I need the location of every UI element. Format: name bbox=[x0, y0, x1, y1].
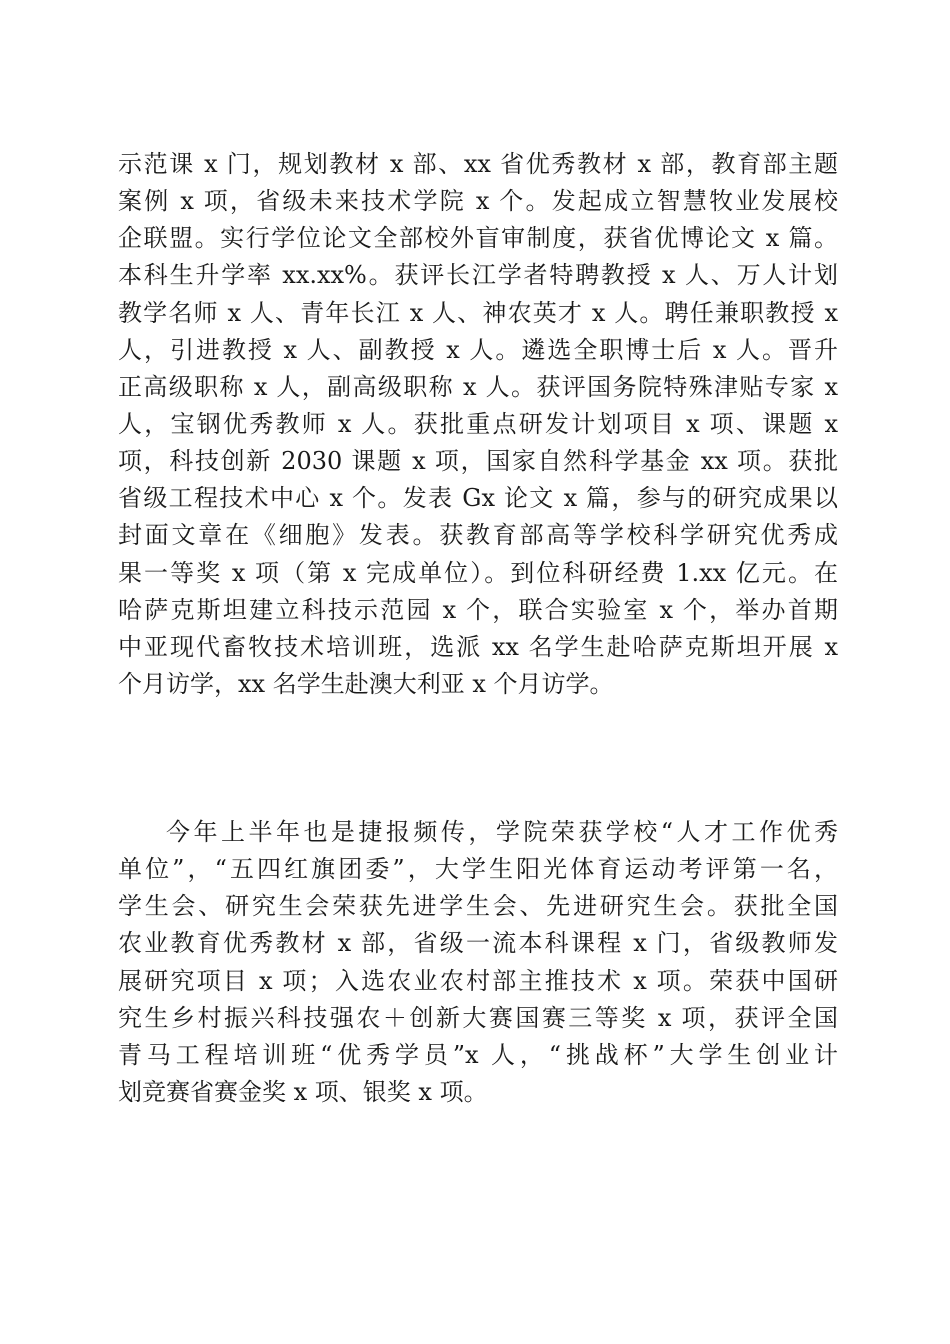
text-line: 今年上半年也是捷报频传，学院荣获学校“人才工作优秀 bbox=[166, 818, 838, 846]
text-line: 农业教育优秀教材 x 部，省级一流本科课程 x 门，省级教师发 bbox=[118, 929, 838, 958]
text-line: 中亚现代畜牧技术培训班，选派 xx 名学生赴哈萨克斯坦开展 x bbox=[118, 632, 838, 661]
text-line: 本科生升学率 xx.xx%。获评长江学者特聘教授 x 人、万人计划 bbox=[118, 261, 838, 290]
text-line: 青马工程培训班“优秀学员”x 人，“挑战杯”大学生创业计 bbox=[118, 1040, 838, 1069]
text-line: 人，宝钢优秀教师 x 人。获批重点研发计划项目 x 项、课题 x bbox=[118, 409, 838, 438]
text-line: 哈萨克斯坦建立科技示范园 x 个，联合实验室 x 个，举办首期 bbox=[118, 595, 838, 624]
text-line: 学生会、研究生会荣获先进学生会、先进研究生会。获批全国 bbox=[118, 892, 838, 921]
text-line: 省级工程技术中心 x 个。发表 Gx 论文 x 篇，参与的研究成果以 bbox=[118, 484, 838, 513]
text-line: 人，引进教授 x 人、副教授 x 人。遴选全职博士后 x 人。晋升 bbox=[118, 335, 838, 364]
text-line: 划竞赛省赛金奖 x 项、银奖 x 项。 bbox=[118, 1077, 488, 1106]
paragraph-first-half-year bbox=[118, 814, 838, 1111]
text-line: 示范课 x 门，规划教材 x 部、xx 省优秀教材 x 部，教育部主题 bbox=[118, 150, 838, 178]
text-line: 企联盟。实行学位论文全部校外盲审制度，获省优博论文 x 篇。 bbox=[118, 224, 838, 253]
paragraph-achievements bbox=[118, 146, 838, 703]
text-line: 正高级职称 x 人，副高级职称 x 人。获评国务院特殊津贴专家 x bbox=[118, 372, 838, 401]
text-line: 展研究项目 x 项；入选农业农村部主推技术 x 项。荣获中国研 bbox=[118, 966, 838, 995]
text-line: 单位”，“五四红旗团委”，大学生阳光体育运动考评第一名， bbox=[118, 855, 838, 884]
text-line: 项，科技创新 2030 课题 x 项，国家自然科学基金 xx 项。获批 bbox=[118, 447, 838, 476]
text-line: 封面文章在《细胞》发表。获教育部高等学校科学研究优秀成 bbox=[118, 521, 838, 550]
text-line: 教学名师 x 人、青年长江 x 人、神农英才 x 人。聘任兼职教授 x bbox=[118, 298, 838, 327]
text-line: 案例 x 项，省级未来技术学院 x 个。发起成立智慧牧业发展校 bbox=[118, 187, 838, 216]
text-line: 果一等奖 x 项（第 x 完成单位）。到位科研经费 1.xx 亿元。在 bbox=[118, 558, 838, 587]
text-line: 究生乡村振兴科技强农＋创新大赛国赛三等奖 x 项，获评全国 bbox=[118, 1003, 838, 1032]
text-line: 个月访学，xx 名学生赴澳大利亚 x 个月访学。 bbox=[118, 669, 614, 698]
